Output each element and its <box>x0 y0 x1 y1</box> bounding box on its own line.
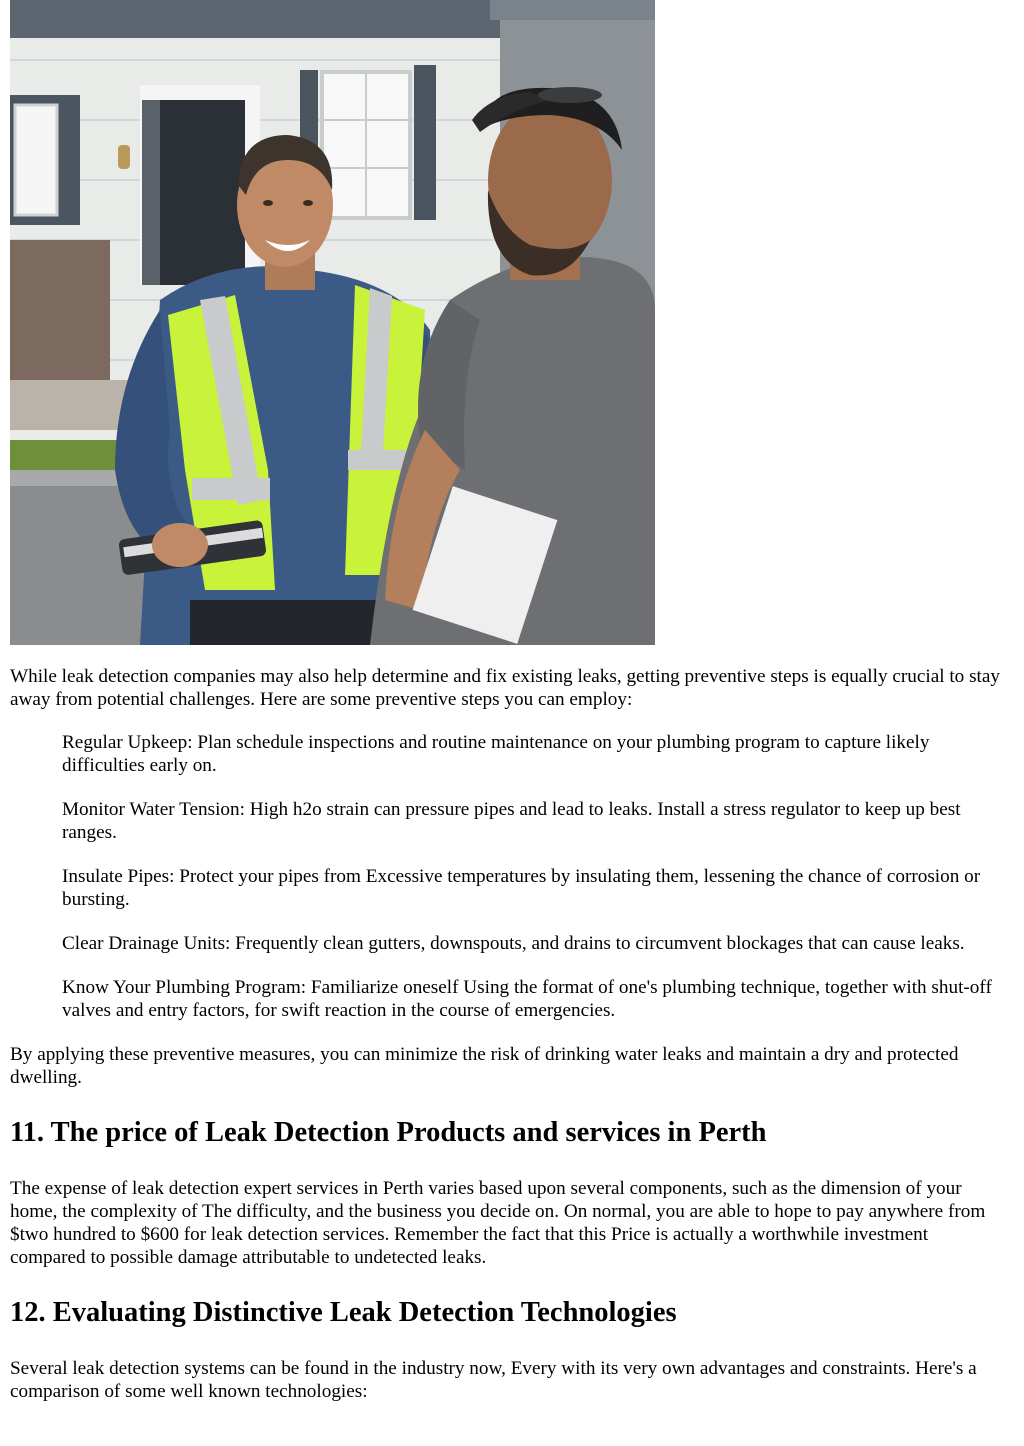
hero-photo <box>10 0 655 645</box>
section-heading: 12. Evaluating Distinctive Leak Detection Technologies <box>10 1297 677 1328</box>
section-heading: 11. The price of Leak Detection Products and services in Perth <box>10 1117 767 1148</box>
article <box>10 0 1002 1403</box>
section-paragraph: Several leak detection systems can be found in the industry now, Every with its very own advantages and constraints. Here's a comparison of some well known technologies: <box>10 1358 977 1402</box>
list-item: Know Your Plumbing Program: Familiarize oneself Using the format of one's plumbing technique, together with shut-off valves and entry factors, for swift reaction in the course of emergencies. <box>62 977 992 1021</box>
summary-paragraph: By applying these preventive measures, you can minimize the risk of drinking water leaks and maintain a dry and protected dwelling. <box>10 1044 959 1088</box>
section-paragraph: The expense of leak detection expert services in Perth varies based upon several components, such as the dimension of your home, the complexity of The difficulty, and the business you decide on. On normal, you are able to hope to pay anywhere from $two hundred to $600 for leak detection services. Remember the fact that this Price is actually a worthwhile investment compared to possible damage attributable to undetected leaks. <box>10 1178 986 1268</box>
list-item: Regular Upkeep: Plan schedule inspections and routine maintenance on your plumbing program to capture likely difficulties early on. <box>62 732 930 776</box>
list-item: Insulate Pipes: Protect your pipes from Excessive temperatures by insulating them, lessening the chance of corrosion or bursting. <box>62 866 981 910</box>
preventive-steps-list <box>10 731 1002 1022</box>
list-item: Clear Drainage Units: Frequently clean gutters, downspouts, and drains to circumvent blockages that can cause leaks. <box>62 933 965 954</box>
intro-paragraph: While leak detection companies may also help determine and fix existing leaks, getting preventive steps is equally crucial to stay away from potential challenges. Here are some preventive steps you can employ: <box>10 666 1000 710</box>
hero-photo-illustration <box>10 0 655 645</box>
list-item: Monitor Water Tension: High h2o strain can pressure pipes and lead to leaks. Install a stress regulator to keep up best ranges. <box>62 799 961 843</box>
